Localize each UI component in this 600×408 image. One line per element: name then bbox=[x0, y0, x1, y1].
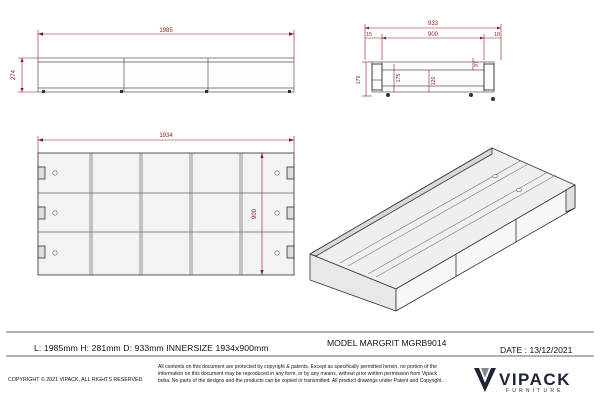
side-inner-height-2: 120 bbox=[431, 76, 437, 86]
side-inner-dimension: 900 bbox=[427, 32, 439, 38]
legal-disclaimer: All contents on this document are protected by copyright & patents. Except as specifically permitted herein, no portion of the information on this document may be reproduced in any form, or by any means, without prior written permission from Vipack bvba. No parts of the designs and the products can be copied or transmitted. All product drawings under Patent and Copyright. bbox=[158, 364, 443, 385]
front-length-dimension: 1985 bbox=[159, 28, 173, 34]
side-height-dimension: 179 bbox=[356, 75, 362, 85]
side-drawer-height: 97 bbox=[474, 61, 480, 67]
copyright-notice: COPYRIGHT © 2021 VIPACK, ALL RIGHTS RESERVED bbox=[8, 377, 143, 383]
plan-view bbox=[38, 133, 294, 275]
isometric-view bbox=[310, 148, 575, 311]
side-right-gap-dimension: 18 bbox=[494, 32, 500, 38]
side-section-view bbox=[356, 21, 501, 101]
side-depth-dimension: 933 bbox=[427, 21, 439, 27]
brand-name: VIPACK bbox=[499, 370, 571, 389]
side-left-gap-dimension: 15 bbox=[366, 32, 372, 38]
vipack-logo-icon bbox=[472, 366, 498, 394]
plan-length-dimension: 1934 bbox=[159, 133, 173, 139]
brand-tagline: FURNITURE bbox=[506, 388, 564, 394]
front-height-dimension: 274 bbox=[11, 69, 17, 81]
date-label: DATE : 13/12/2021 bbox=[500, 345, 573, 355]
front-elevation-view bbox=[11, 28, 294, 93]
plan-depth-dimension: 900 bbox=[252, 208, 258, 220]
specifications-line: L: 1985mm H: 281mm D: 933mm INNERSIZE 1934x900mm bbox=[34, 343, 269, 353]
model-label: MODEL MARGRIT MGRB9014 bbox=[327, 338, 447, 348]
side-inner-height-1: 175 bbox=[396, 73, 402, 83]
